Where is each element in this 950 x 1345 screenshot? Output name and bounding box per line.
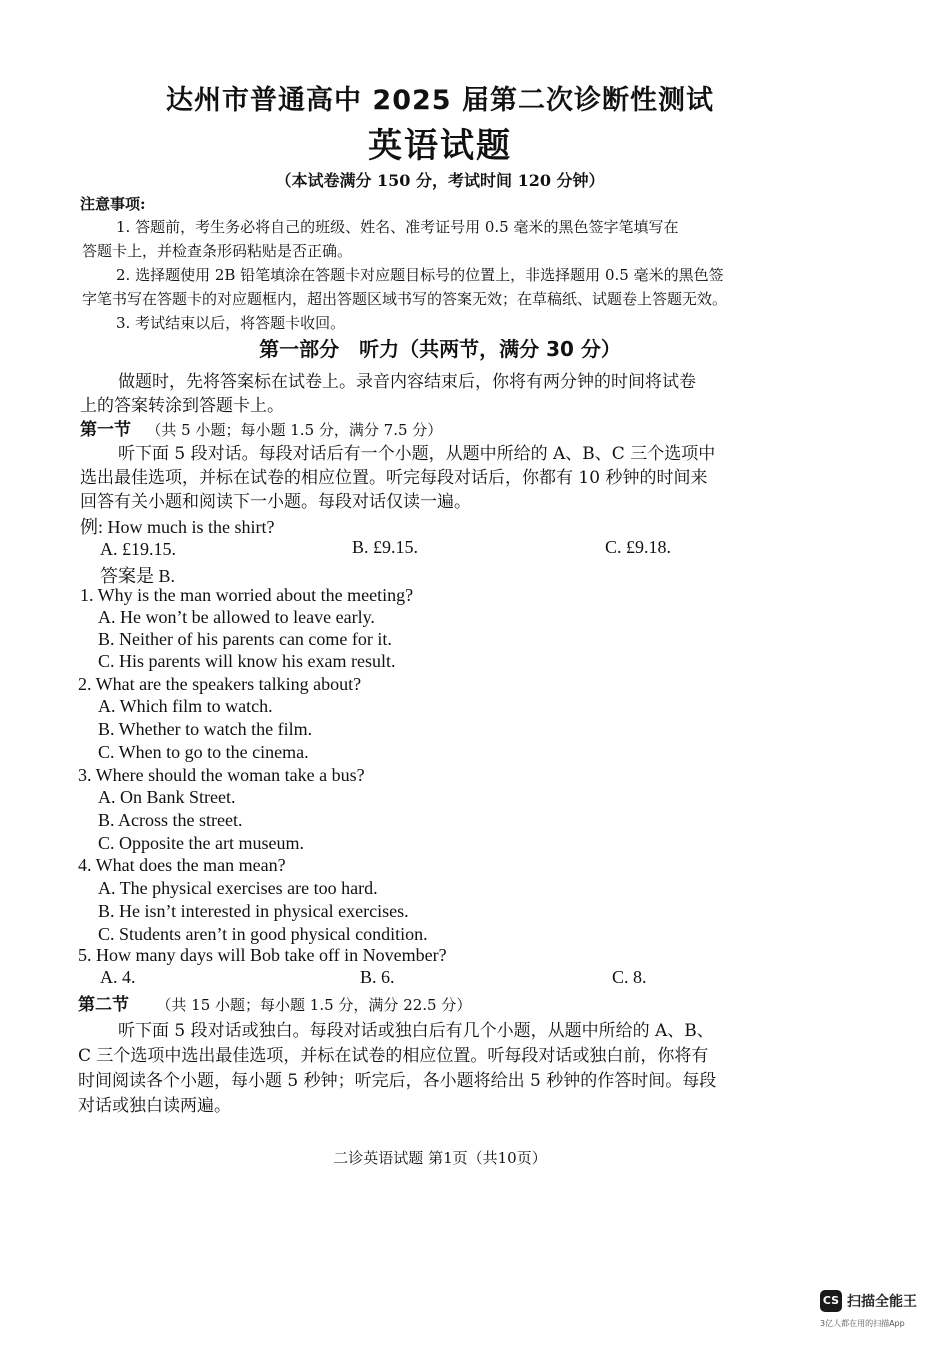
question-4-option-b: B. He isn’t interested in physical exercises. [98,901,409,921]
question-3: 3. Where should the woman take a bus? [78,765,365,785]
question-1-option-c: C. His parents will know his exam result. [98,651,396,671]
notice-line: 3. 考试结束以后，将答题卡收回。 [116,314,346,332]
section2-heading: 第二节 [78,995,129,1015]
exam-info: （本试卷满分 150 分，考试时间 120 分钟） [275,171,605,190]
question-2-option-b: B. Whether to watch the film. [98,719,313,739]
question-4: 4. What does the man mean? [78,855,286,875]
question-4-option-a: A. The physical exercises are too hard. [98,878,378,898]
question-2-option-c: C. When to go to the cinema. [98,742,309,762]
example-answer: 答案是 B. [100,566,176,586]
watermark-tagline: 3亿人都在用的扫描App [820,1319,905,1328]
scanner-watermark [820,1290,932,1332]
question-3-option-c: C. Opposite the art museum. [98,833,304,853]
question-5-option-b: B. 6. [360,967,395,987]
section2-instr-line: C 三个选项中选出最佳选项，并标在试卷的相应位置。听每段对话或独白前，你将有 [78,1046,709,1066]
section1-heading: 第一节 [80,420,131,440]
part1-title: 第一部分 听力（共两节，满分 30 分） [259,337,621,361]
question-5: 5. How many days will Bob take off in November? [78,945,447,965]
exam-title: 达州市普通高中 2025 届第二次诊断性测试 [166,85,714,116]
part1-intro-line: 做题时，先将答案标在试卷上。录音内容结束后，你将有两分钟的时间将试卷 [118,372,696,392]
section2-heading-detail: （共 15 小题；每小题 1.5 分，满分 22.5 分） [156,996,472,1014]
question-1-option-a: A. He won’t be allowed to leave early. [98,607,375,627]
question-5-option-a: A. 4. [100,967,136,987]
section2-header [78,990,471,1015]
question-2: 2. What are the speakers talking about? [78,674,362,694]
notice-line: 2. 选择题使用 2B 铅笔填涂在答题卡对应题目标号的位置上，非选择题用 0.5 毫米的黑色签 [116,266,724,284]
question-3-option-a: A. On Bank Street. [98,787,236,807]
part1-intro-line: 上的答案转涂到答题卡上。 [80,396,284,416]
question-1-option-b: B. Neither of his parents can come for it. [98,629,392,649]
section1-header [80,415,442,440]
question-5-option-c: C. 8. [612,967,647,987]
question-1: 1. Why is the man worried about the meeting? [80,585,414,605]
notice-line: 字笔书写在答题卡的对应题框内，超出答题区域书写的答案无效；在草稿纸、试题卷上答题无效。 [82,290,728,308]
question-3-option-b: B. Across the street. [98,810,243,830]
example-question: 例: How much is the shirt? [80,517,275,537]
camscanner-logo-icon: CS [820,1290,842,1312]
example-option: B. £9.15. [352,537,419,557]
section1-heading-detail: （共 5 小题；每小题 1.5 分，满分 7.5 分） [146,421,443,439]
section2-instr-line: 时间阅读各个小题，每小题 5 秒钟；听完后，各小题将给出 5 秒钟的作答时间。每段 [78,1071,717,1091]
page-footer: 二诊英语试题 第1页（共10页） [333,1149,547,1167]
example-option: A. £19.15. [100,539,176,559]
subject-title: 英语试题 [368,126,512,166]
section1-instr-line: 听下面 5 段对话。每段对话后有一个小题，从题中所给的 A、B、C 三个选项中 [118,444,716,464]
section1-instr-line: 回答有关小题和阅读下一小题。每段对话仅读一遍。 [80,492,471,512]
section1-instr-line: 选出最佳选项，并标在试卷的相应位置。听完每段对话后，你都有 10 秒钟的时间来 [80,468,708,488]
question-4-option-c: C. Students aren’t in good physical condition. [98,924,428,944]
notice-heading: 注意事项: [80,195,146,213]
section2-instr-line: 对话或独白读两遍。 [78,1096,231,1116]
section2-instr-line: 听下面 5 段对话或独白。每段对话或独白后有几个小题，从题中所给的 A、B、 [118,1021,714,1041]
notice-line: 答题卡上，并检查条形码粘贴是否正确。 [82,242,353,260]
watermark-name: 扫描全能王 [847,1294,917,1310]
notice-line: 1. 答题前，考生务必将自己的班级、姓名、准考证号用 0.5 毫米的黑色签字笔填写在 [116,218,679,236]
question-2-option-a: A. Which film to watch. [98,696,273,716]
example-option: C. £9.18. [605,537,672,557]
